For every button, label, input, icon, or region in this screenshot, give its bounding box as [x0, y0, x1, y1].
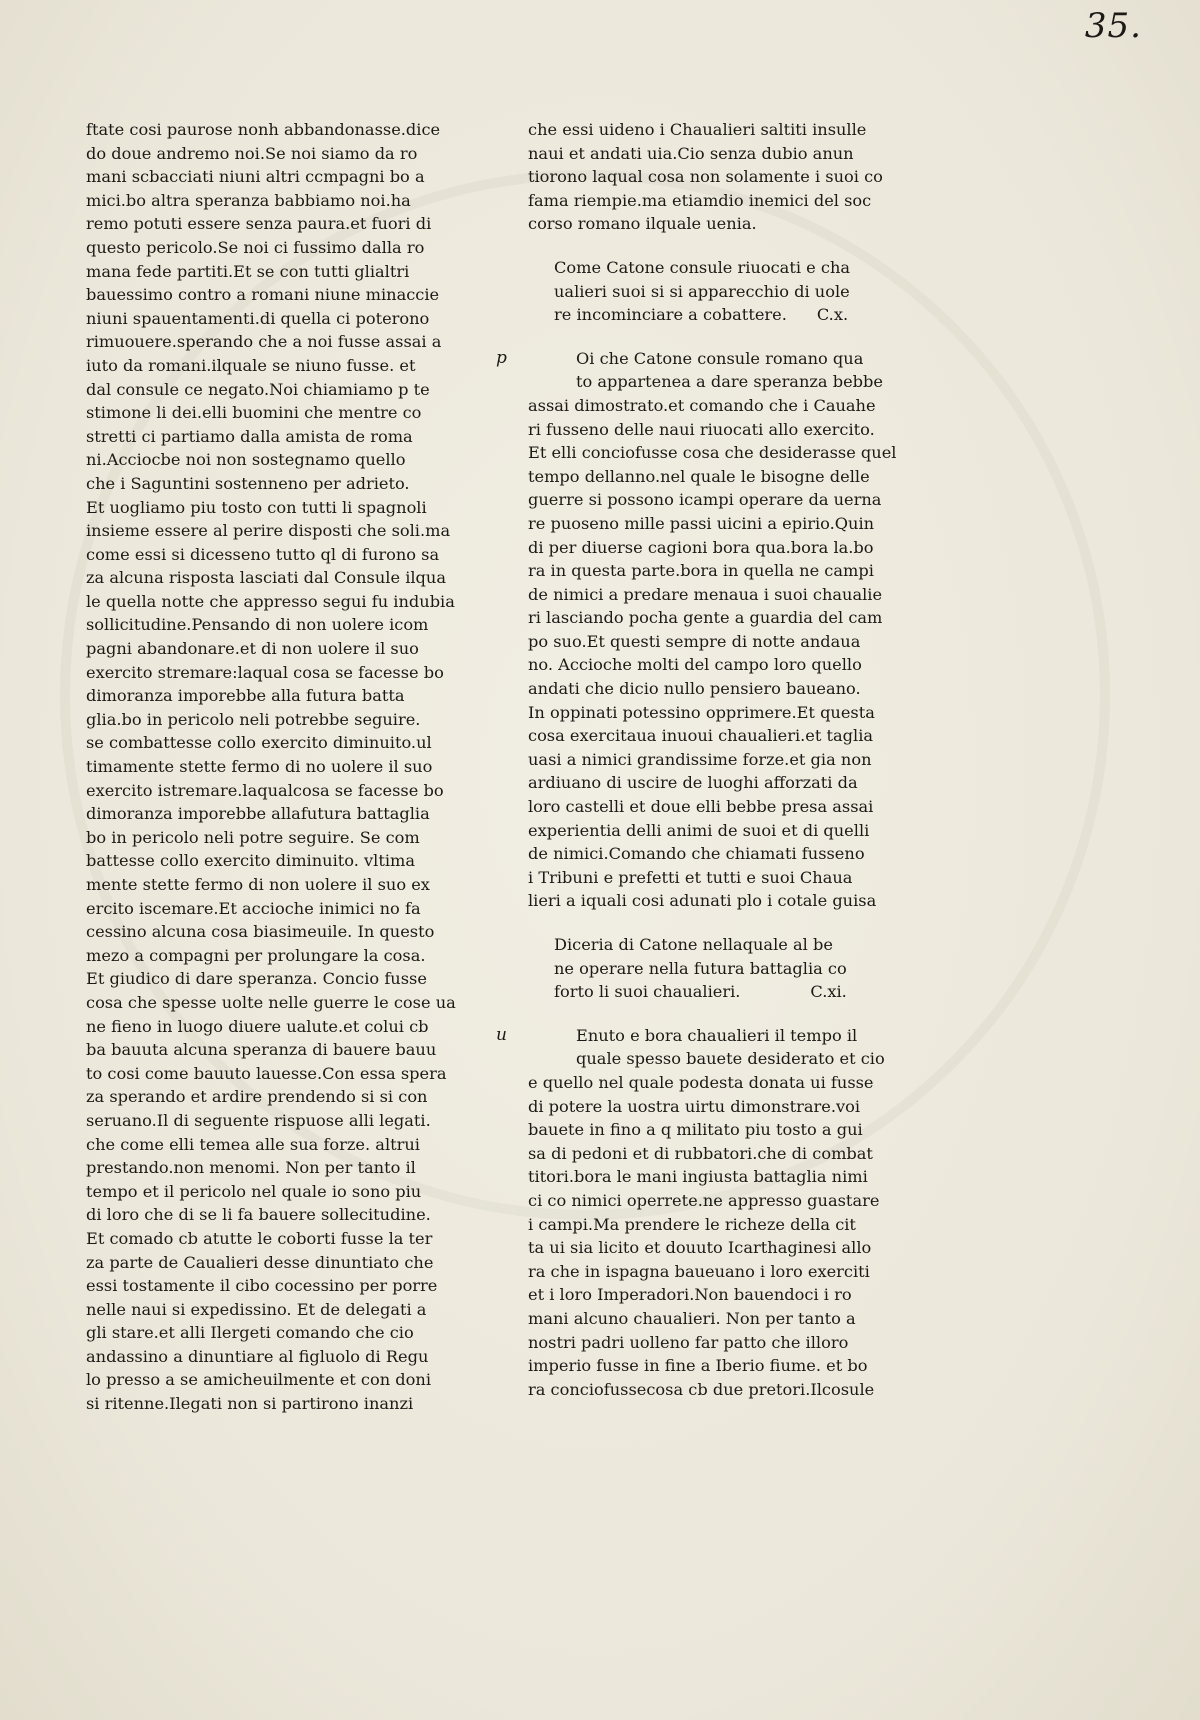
- text-line: et i loro Imperadori.Non bauendoci i ro: [528, 1285, 852, 1305]
- text-line: exercito istremare.laqualcosa se facesse bo: [86, 780, 444, 800]
- text-line: tempo dellanno.nel quale le bisogne delle: [528, 466, 870, 486]
- text-line: tempo et il pericolo nel quale io sono piu: [86, 1181, 422, 1201]
- chapter-heading-cxi: [554, 933, 883, 1004]
- text-line: lo presso a se amicheuilmente et con doni: [86, 1370, 432, 1390]
- text-line: ra in questa parte.bora in quella ne campi: [528, 561, 874, 581]
- text-line: questo pericolo.Se noi ci fussimo dalla ro: [86, 237, 425, 257]
- text-line: timamente stette fermo di no uolere il suo: [86, 757, 433, 777]
- text-line: di per diuerse cagioni bora qua.bora la.bo: [528, 537, 874, 557]
- text-line: to cosi come bauuto lauesse.Con essa spera: [86, 1063, 447, 1083]
- text-line: insieme essere al perire disposti che soli.ma: [86, 521, 451, 541]
- text-line: za alcuna risposta lasciati dal Consule ilqua: [86, 568, 446, 588]
- text-line: essi tostamente il cibo cocessino per porre: [86, 1276, 438, 1296]
- text-line: ci co nimici operrete.ne appresso guastare: [528, 1190, 880, 1210]
- text-line: dal consule ce negato.Noi chiamiamo p te: [86, 379, 430, 399]
- text-line: loro castelli et doue elli bebbe presa assai: [528, 797, 874, 817]
- text-line: exercito stremare:laqual cosa se facesse bo: [86, 662, 444, 682]
- text-line: i Tribuni e prefetti et tutti e suoi Chaua: [528, 867, 853, 887]
- text-line: imperio fusse in fine a Iberio fiume. et bo: [528, 1356, 868, 1376]
- text-line: tiorono laqual cosa non solamente i suoi co: [528, 167, 883, 187]
- text-line: Et elli conciofusse cosa che desiderasse quel: [528, 443, 897, 463]
- text-line: de nimici a predare menaua i suoi chaualie: [528, 584, 883, 604]
- text-line: remo potuti essere senza paura.et fuori di: [86, 214, 432, 234]
- text-line: dimoranza imporebbe allafutura battaglia: [86, 804, 430, 824]
- text-line: stimone li dei.elli buomini che mentre co: [86, 403, 422, 423]
- text-line: Et uogliamo piu tosto con tutti li spagnoli: [86, 497, 427, 517]
- text-line: no. Accioche molti del campo loro quello: [528, 655, 862, 675]
- text-line: cosa che spesse uolte nelle guerre le cose ua: [86, 992, 456, 1012]
- text-line: titori.bora le mani ingiusta battaglia nimi: [528, 1167, 868, 1187]
- text-line: Enuto e bora chaualieri il tempo il: [576, 1025, 858, 1045]
- text-line: ni.Acciocbe noi non sostegnamo quello: [86, 450, 406, 470]
- text-line: experientia delli animi de suoi et di quelli: [528, 820, 870, 840]
- text-line: ri fusseno delle naui riuocati allo exercito.: [528, 419, 875, 439]
- text-line: corso romano ilquale uenia.: [528, 214, 757, 234]
- text-line: che essi uideno i Chaualieri saltiti insulle: [528, 120, 867, 139]
- guide-letter: u: [496, 1024, 507, 1045]
- text-line: cosa exercitaua inuoui chaualieri.et taglia: [528, 726, 874, 746]
- text-line: iuto da romani.ilquale se niuno fusse. et: [86, 355, 416, 375]
- text-line: si ritenne.Ilegati non si partirono inanzi: [86, 1394, 414, 1414]
- text-line: ta ui sia licito et douuto Icarthaginesi allo: [528, 1238, 872, 1258]
- chapter-paragraph-cxi: [496, 1024, 885, 1402]
- heading-line: forto li suoi chaualieri. C.xi.: [554, 982, 847, 1002]
- text-line: che come elli temea alle sua forze. altrui: [86, 1134, 420, 1154]
- text-line: sa di pedoni et di rubbatori.che di combat: [528, 1143, 873, 1163]
- text-line: bauete in fino a q militato piu tosto a gui: [528, 1120, 863, 1140]
- chapter-number: C.x.: [816, 305, 849, 325]
- folio-number: 35.: [1084, 6, 1142, 46]
- text-line: de nimici.Comando che chiamati fusseno: [528, 844, 865, 864]
- text-line: mici.bo altra speranza babbiamo noi.ha: [86, 190, 411, 210]
- text-line: i campi.Ma prendere le richeze della cit: [528, 1214, 856, 1234]
- chapter-heading-cx: [554, 256, 883, 327]
- text-line: dimoranza imporebbe alla futura batta: [86, 686, 405, 706]
- chapter-paragraph-cx: [496, 347, 897, 913]
- text-line: glia.bo in pericolo neli potrebbe seguire.: [86, 709, 421, 729]
- text-line: che i Saguntini sostenneno per adrieto.: [86, 473, 410, 493]
- text-line: In oppinati potessino opprimere.Et questa: [528, 702, 875, 722]
- text-line: guerre si possono icampi operare da uerna: [528, 490, 882, 510]
- text-line: mezo a compagni per prolungare la cosa.: [86, 945, 426, 965]
- text-line: re puoseno mille passi uicini a epirio.Quin: [528, 513, 875, 533]
- text-line: quale spesso bauete desiderato et cio: [576, 1049, 885, 1069]
- text-line: mente stette fermo di non uolere il suo ex: [86, 875, 430, 894]
- text-line: andassino a dinuntiare al figluolo di Regu: [86, 1346, 429, 1366]
- text-line: le quella notte che appresso segui fu indubia: [86, 591, 455, 611]
- text-line: za sperando et ardire prendendo si si con: [86, 1087, 428, 1107]
- text-line: Et giudico di dare speranza. Concio fusse: [86, 969, 427, 989]
- text-line: mana fede partiti.Et se con tutti glialtri: [86, 261, 410, 281]
- text-line: se combattesse collo exercito diminuito.ul: [86, 733, 432, 753]
- text-line: andati che dicio nullo pensiero baueano.: [528, 679, 861, 699]
- text-line: Oi che Catone consule romano qua: [576, 348, 864, 368]
- text-line: cessino alcuna cosa biasimeuile. In questo: [86, 922, 435, 942]
- text-line: fama riempie.ma etiamdio inemici del soc: [528, 190, 872, 210]
- heading-line: Come Catone consule riuocati e cha: [554, 257, 851, 277]
- text-line: Et comado cb atutte le coborti fusse la ter: [86, 1228, 433, 1248]
- text-line: di loro che di se li fa bauere sollecitudine.: [86, 1205, 431, 1225]
- heading-line: Diceria di Catone nellaquale al be: [554, 935, 833, 954]
- text-line: e quello nel quale podesta donata ui fusse: [528, 1072, 874, 1092]
- guide-letter: p: [496, 347, 507, 368]
- text-line: gli stare.et alli Ilergeti comando che cio: [86, 1323, 414, 1343]
- text-line: za parte de Caualieri desse dinuntiato che: [86, 1252, 434, 1272]
- paragraph-continuation: [528, 118, 883, 236]
- text-line: nostri padri uolleno far patto che illoro: [528, 1332, 849, 1352]
- text-line: naui et andati uia.Cio senza dubio anun: [528, 143, 854, 163]
- heading-line: ne operare nella futura battaglia co: [554, 958, 847, 978]
- text-line: bauessimo contro a romani niune minaccie: [86, 285, 440, 305]
- text-line: come essi si dicesseno tutto ql di furono sa: [86, 544, 440, 564]
- text-line: prestando.non menomi. Non per tanto il: [86, 1158, 416, 1178]
- text-line: ra che in ispagna baueuano i loro exerciti: [528, 1261, 870, 1281]
- heading-line: re incominciare a cobattere. C.x.: [554, 305, 849, 325]
- right-text-column: [496, 118, 897, 1401]
- left-text-column: [86, 118, 456, 1416]
- text-line: niuni spauentamenti.di quella ci poterono: [86, 308, 430, 328]
- text-line: nelle naui si expedissino. Et de delegati a: [86, 1299, 427, 1319]
- text-line: pagni abandonare.et di non uolere il suo: [86, 639, 419, 659]
- heading-line: ualieri suoi si si apparecchio di uole: [554, 281, 850, 301]
- text-line: uasi a nimici grandissime forze.et gia non: [528, 749, 872, 769]
- text-line: rimuouere.sperando che a noi fusse assai a: [86, 332, 442, 352]
- text-line: ardiuano di uscire de luoghi afforzati da: [528, 773, 858, 793]
- text-line: lieri a iquali cosi adunati plo i cotale guisa: [528, 891, 877, 911]
- text-line: stretti ci partiamo dalla amista de roma: [86, 426, 413, 446]
- chapter-number: C.xi.: [810, 982, 847, 1002]
- text-line: bo in pericolo neli potre seguire. Se com: [86, 827, 420, 847]
- text-line: sollicitudine.Pensando di non uolere icom: [86, 615, 429, 635]
- text-line: di potere la uostra uirtu dimonstrare.voi: [528, 1096, 861, 1116]
- text-line: mani alcuno chaualieri. Non per tanto a: [528, 1308, 856, 1328]
- text-line: ne fieno in luogo diuere ualute.et colui cb: [86, 1016, 429, 1036]
- text-line: mani scbacciati niuni altri ccmpagni bo a: [86, 167, 425, 187]
- text-line: to appartenea a dare speranza bebbe: [576, 372, 883, 392]
- text-line: battesse collo exercito diminuito. vltima: [86, 851, 416, 871]
- text-line: assai dimostrato.et comando che i Cauahe: [528, 395, 876, 415]
- text-line: seruano.Il di seguente rispuose alli legati.: [86, 1110, 431, 1130]
- text-line: ercito iscemare.Et accioche inimici no fa: [86, 898, 421, 918]
- text-line: ba bauuta alcuna speranza di bauere bauu: [86, 1040, 437, 1060]
- text-line: ri lasciando pocha gente a guardia del cam: [528, 608, 883, 628]
- text-line: do doue andremo noi.Se noi siamo da ro: [86, 143, 418, 163]
- text-line: ra conciofussecosa cb due pretori.Ilcosule: [528, 1379, 875, 1399]
- text-line: po suo.Et questi sempre di notte andaua: [528, 631, 861, 651]
- text-line: ftate cosi paurose nonh abbandonasse.dice: [86, 120, 441, 139]
